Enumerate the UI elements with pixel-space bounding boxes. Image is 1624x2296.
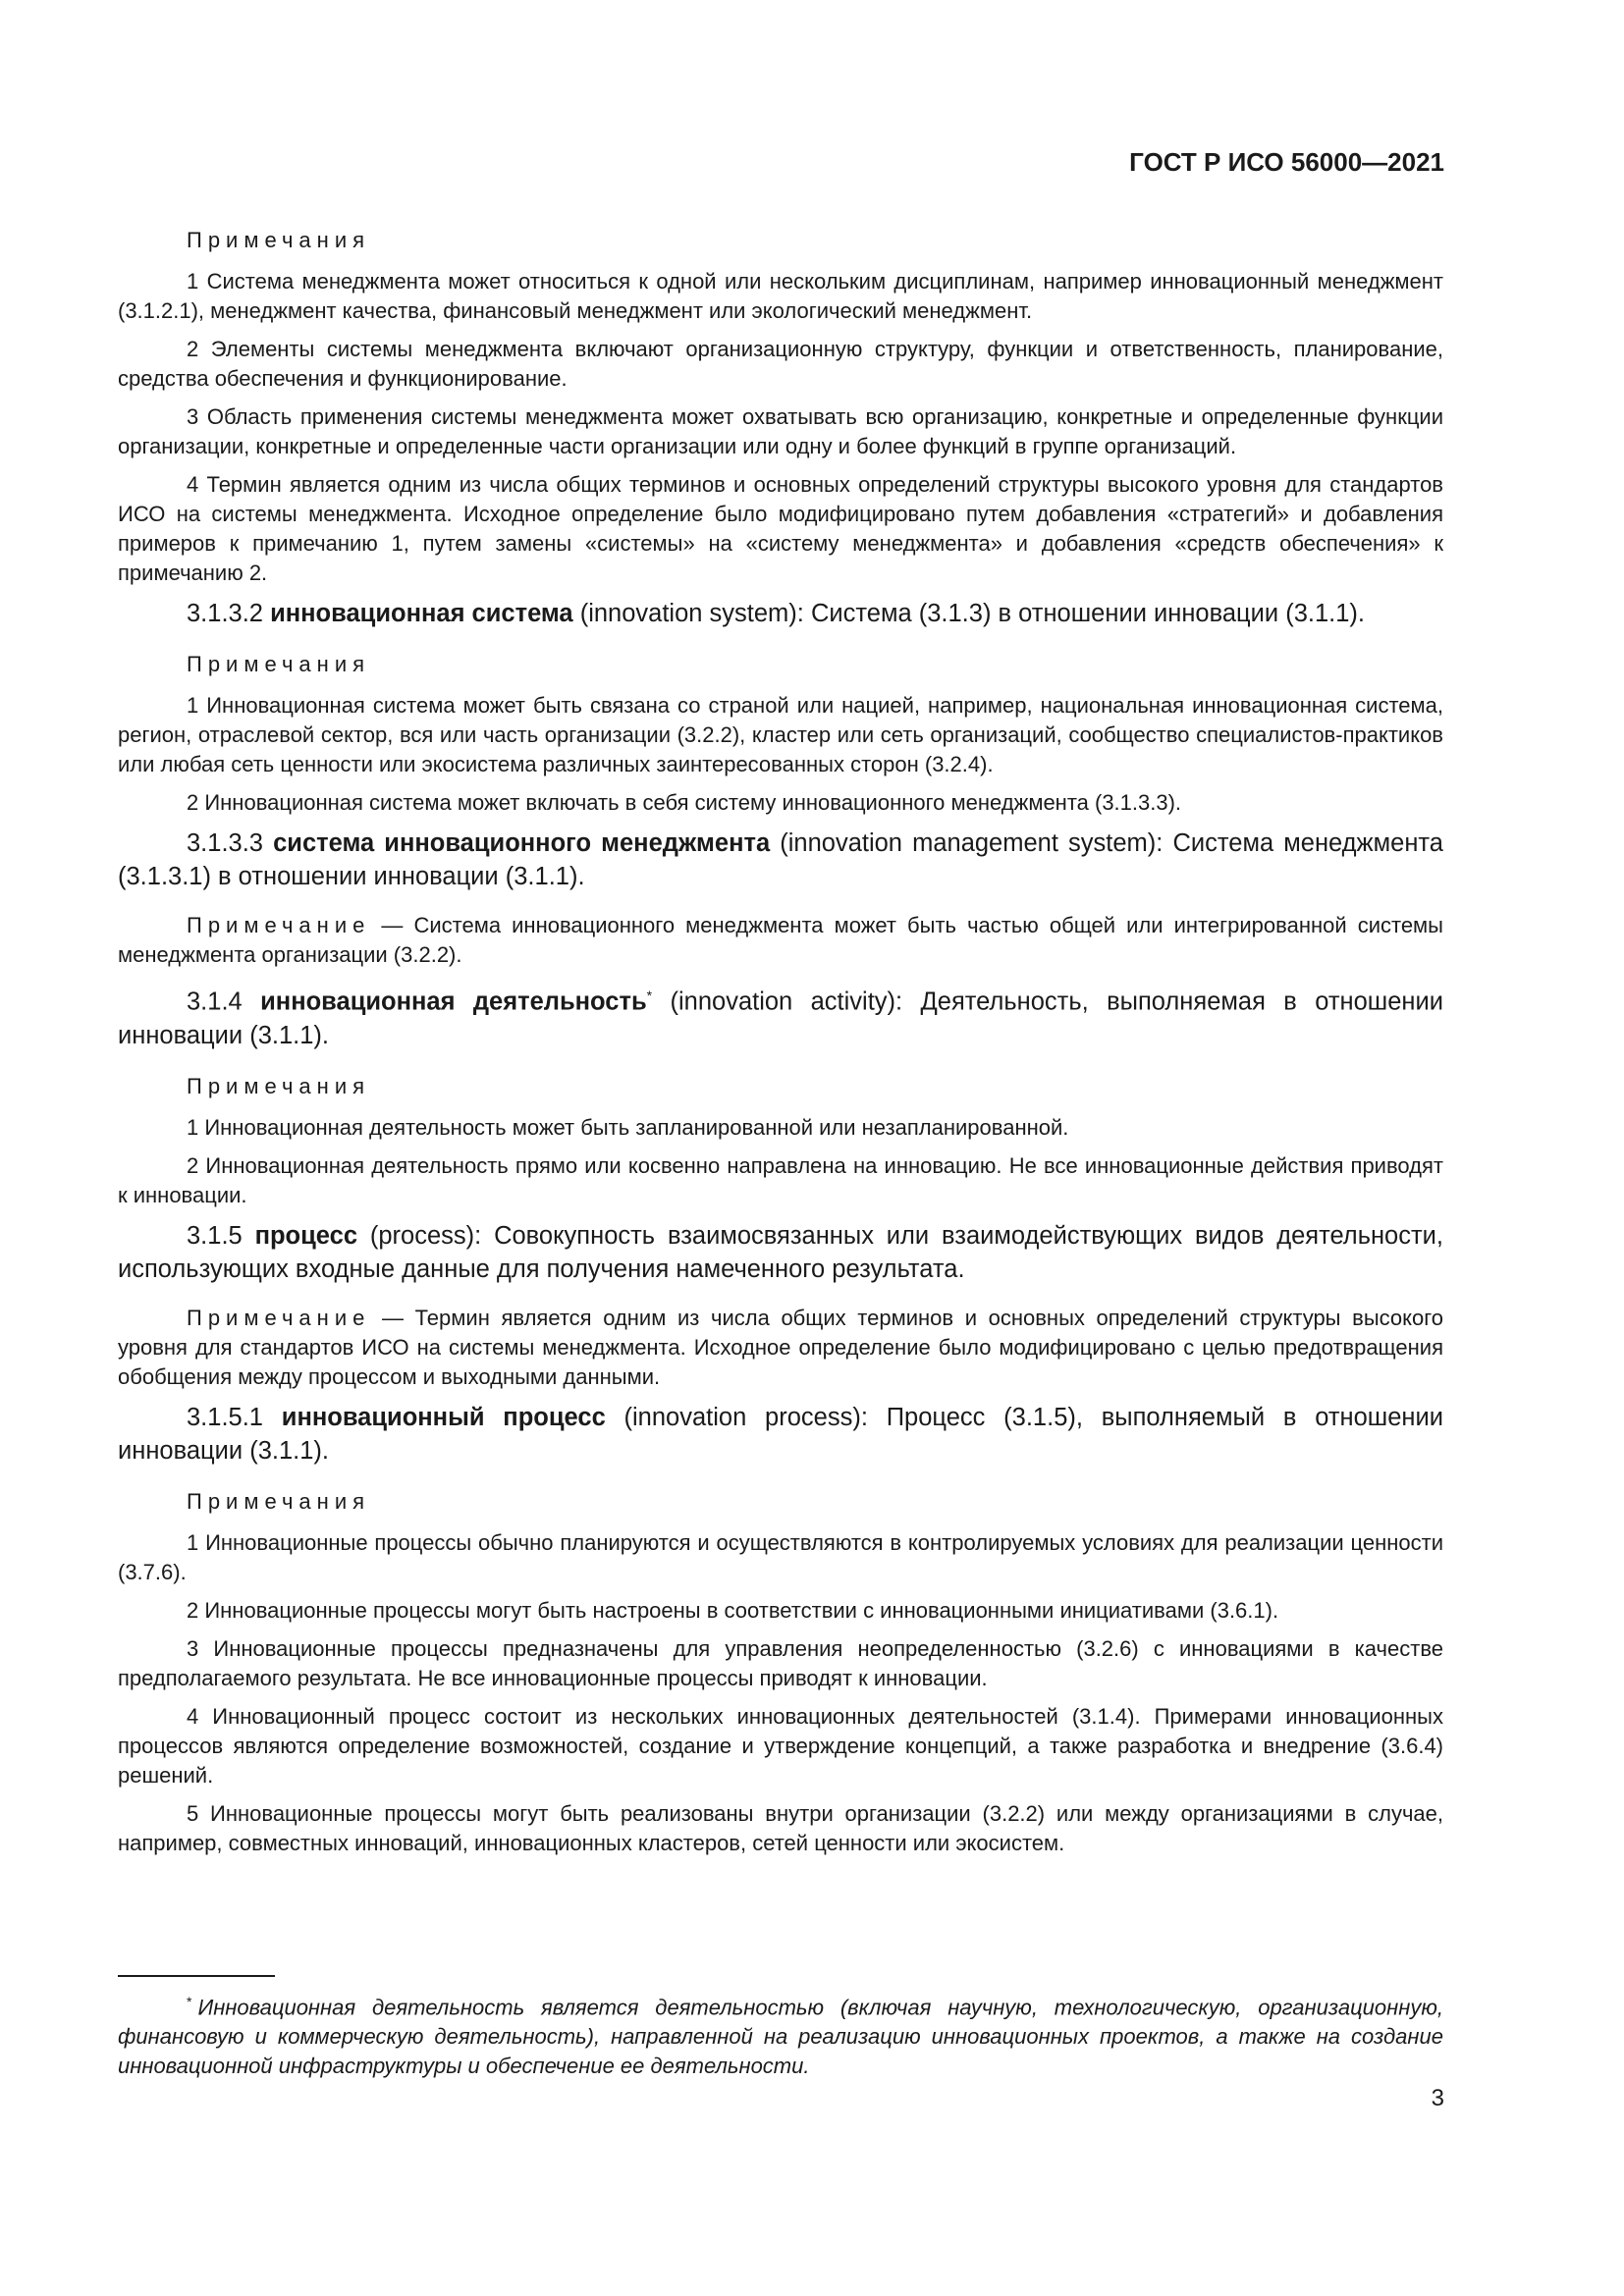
term-number: 3.1.4 — [187, 988, 243, 1016]
term-number: 3.1.3.3 — [187, 829, 263, 857]
term-name: инновационная система — [270, 600, 573, 627]
page-number: 3 — [1431, 2085, 1444, 2111]
footnote-marker: * — [187, 1994, 192, 2009]
note-paragraph: 1 Система менеджмента может относиться к одной или нескольким дисциплинам, например инновационный менеджмент (3.1.2.1), менеджмент качества, финансовый менеджмент или экологический менеджмент. — [118, 269, 1443, 323]
term-number: 3.1.5 — [187, 1221, 243, 1250]
single-note — [118, 1304, 1443, 1392]
footnote — [118, 1987, 1443, 2081]
note-text: — Система инновационного менеджмента может быть частью общей или интегрированной системы менеджмента организации (3.2.2). — [118, 913, 1443, 967]
note-paragraph: 4 Инновационный процесс состоит из нескольких инновационных деятельностей (3.1.4). Примерами инновационных процессов являются определение возможностей, создание и утверждение концепций, а также разработка и внедрение (3.6.4) решений. — [118, 1703, 1443, 1788]
standard-header: ГОСТ Р ИСО 56000—2021 — [1129, 147, 1444, 177]
term-name: инновационная деятельность — [260, 988, 647, 1016]
term-definition — [118, 979, 1443, 1052]
term-definition-text: (innovation management system): Система менеджмента (3.1.3.1) в отношении инновации (3.1.1). — [118, 829, 1443, 890]
note-text: — Термин является одним из числа общих терминов и основных определений структуры высокого уровня для стандартов ИСО на системы менеджмента. Исходное определение было модифицировано с целью предотвращения обобщения между процессом и выходными данными. — [118, 1305, 1443, 1389]
main-content — [118, 224, 1443, 1867]
notes-heading: Примечания — [187, 1488, 371, 1514]
note-paragraph: 2 Инновационные процессы могут быть настроены в соответствии с инновационными инициативами (3.6.1). — [187, 1597, 1279, 1623]
notes-heading: Примечания — [187, 228, 371, 252]
note-paragraph: 1 Инновационная деятельность может быть запланированной или незапланированной. — [187, 1114, 1069, 1140]
footnote-separator — [118, 1975, 275, 1977]
note-paragraph: 1 Инновационная система может быть связана со страной или нацией, например, национальная инновационная система, регион, отраслевой сектор, вся или часть организации (3.2.2), кластер или сеть организаций, сообщество специалистов-практиков или любая сеть ценности или экосистема различных заинтересованных сторон (3.2.4). — [118, 693, 1443, 776]
term-definition — [118, 827, 1443, 893]
footnote-reference: * — [646, 988, 653, 1003]
single-note — [118, 911, 1443, 970]
term-name: процесс — [254, 1221, 358, 1250]
term-definition-text: (innovation system): Система (3.1.3) в отношении инновации (3.1.1). — [572, 600, 1366, 627]
note-paragraph: 2 Инновационная система может включать в себя систему инновационного менеджмента (3.1.3.3). — [187, 790, 1182, 815]
term-name: система инновационного менеджмента — [273, 829, 771, 857]
term-definition — [118, 597, 1443, 630]
note-paragraph: 1 Инновационные процессы обычно планируются и осуществляются в контролируемых условиях для реализации ценности (3.7.6). — [118, 1529, 1443, 1584]
notes-heading: Примечания — [187, 1073, 371, 1098]
note-paragraph: 5 Инновационные процессы могут быть реализованы внутри организации (3.2.2) или между организациями в случае, например, совместных инноваций, инновационных кластеров, сетей ценности или экосистем. — [118, 1800, 1443, 1855]
footnote-text: Инновационная деятельность является деятельностью (включая научную, технологическую, организационную, финансовую и коммерческую деятельность), направленной на реализацию инновационных проектов, а также на создание инновационной инфраструктуры и обеспечение ее деятельности. — [118, 1995, 1443, 2079]
note-paragraph: 2 Элементы системы менеджмента включают организационную структуру, функции и ответственность, планирование, средства обеспечения и функционирование. — [118, 337, 1443, 391]
note-paragraph: 3 Область применения системы менеджмента может охватывать всю организацию, конкретные и определенные функции организации, конкретные и определенные части организации или одну и более функций в группе организаций. — [118, 404, 1443, 458]
note-label: Примечание — [187, 1305, 371, 1330]
note-paragraph: 4 Термин является одним из числа общих терминов и основных определений структуры высокого уровня для стандартов ИСО на системы менеджмента. Исходное определение было модифицировано путем добавления «стратегий» и добавления примеров к примечанию 1, путем замены «системы» на «систему менеджмента» и добавления «средств обеспечения» к примечанию 2. — [118, 472, 1443, 585]
term-definition-text: (innovation process): Процесс (3.1.5), выполняемый в отношении инновации (3.1.1). — [118, 1403, 1443, 1465]
note-label: Примечание — [187, 913, 371, 937]
term-name: инновационный процесс — [281, 1403, 606, 1431]
term-number: 3.1.5.1 — [187, 1403, 263, 1431]
notes-heading: Примечания — [187, 652, 371, 676]
term-definition — [118, 1401, 1443, 1468]
term-definition — [118, 1219, 1443, 1286]
note-paragraph: 2 Инновационная деятельность прямо или косвенно направлена на инновацию. Не все инновационные действия приводят к инновации. — [118, 1152, 1443, 1207]
term-definition-text: (process): Совокупность взаимосвязанных или взаимодействующих видов деятельности, использующих входные данные для получения намеченного результата. — [118, 1221, 1443, 1283]
term-number: 3.1.3.2 — [187, 600, 263, 627]
term-definition-text: (innovation activity): Деятельность, выполняемая в отношении инновации (3.1.1). — [118, 988, 1443, 1049]
note-paragraph: 3 Инновационные процессы предназначены для управления неопределенностью (3.2.6) с инновациями в качестве предполагаемого результата. Не все инновационные процессы приводят к инновации. — [118, 1635, 1443, 1690]
